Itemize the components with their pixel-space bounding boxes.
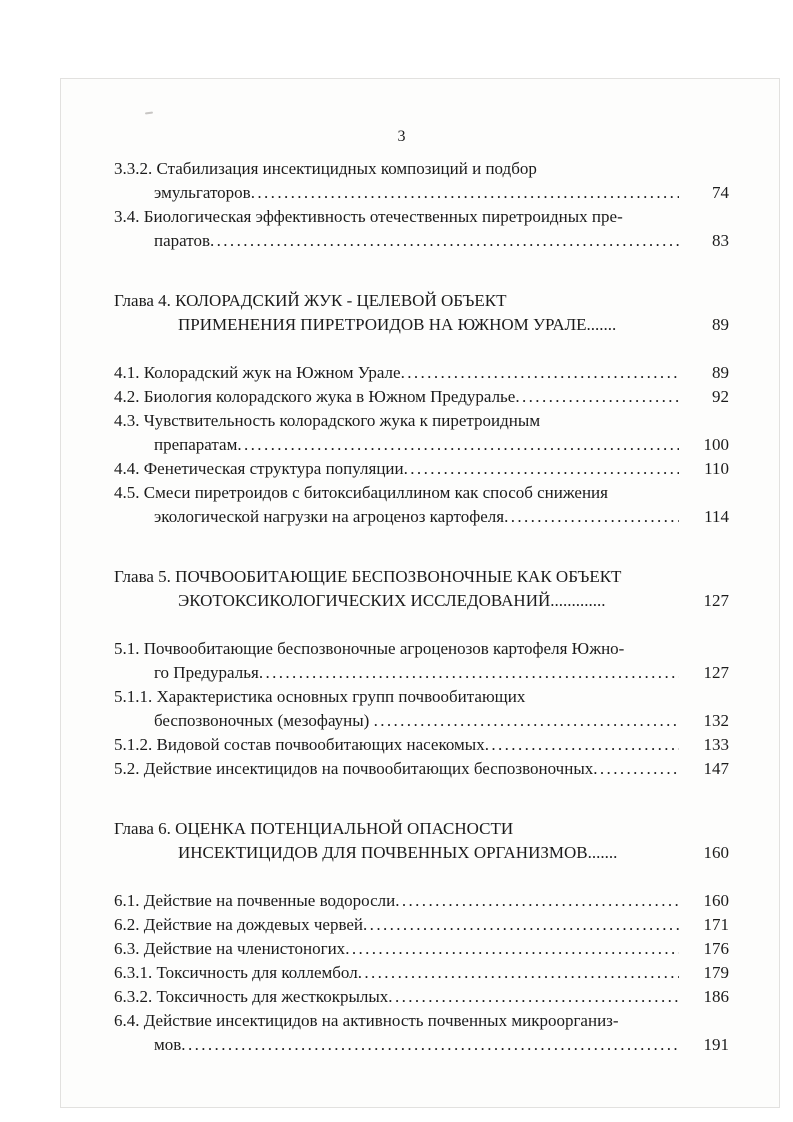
toc-row-text: Глава 4. КОЛОРАДСКИЙ ЖУК - ЦЕЛЕВОЙ ОБЪЕКТ <box>114 291 507 310</box>
toc-row <box>114 961 729 985</box>
toc-row <box>114 289 729 313</box>
toc-row <box>114 889 729 913</box>
dot-leader <box>181 1033 679 1057</box>
toc-page-number: 160 <box>703 891 729 910</box>
toc-row <box>114 733 729 757</box>
toc-page-number: 100 <box>703 435 729 454</box>
toc-row <box>114 709 729 733</box>
toc-page-number: 132 <box>703 711 729 730</box>
toc-row-text: го Предуралья <box>154 663 259 682</box>
toc-row-text: ЭКОТОКСИКОЛОГИЧЕСКИХ ИССЛЕДОВАНИЙ............. <box>178 591 606 610</box>
toc-row-text: 6.2. Действие на дождевых червей <box>114 915 364 934</box>
toc-row <box>114 385 729 409</box>
toc-row-text: беспозвоночных (мезофауны) <box>154 711 374 730</box>
toc-row <box>114 913 729 937</box>
dot-leader <box>395 889 679 913</box>
toc-row-text: 5.1. Почвообитающие беспозвоночные агроценозов картофеля Южно- <box>114 639 625 658</box>
toc-row-text: 3.3.2. Стабилизация инсектицидных композиций и подбор <box>114 159 537 178</box>
toc-row-text: 6.1. Действие на почвенные водоросли <box>114 891 396 910</box>
toc-row-text: ПРИМЕНЕНИЯ ПИРЕТРОИДОВ НА ЮЖНОМ УРАЛЕ....... <box>178 315 617 334</box>
dot-leader <box>388 985 679 1009</box>
toc-row <box>114 361 729 385</box>
toc-page-number: 89 <box>712 315 729 334</box>
toc-row <box>114 181 729 205</box>
toc-row-text: Глава 6. ОЦЕНКА ПОТЕНЦИАЛЬНОЙ ОПАСНОСТИ <box>114 819 514 838</box>
toc-row-text: 4.3. Чувствительность колорадского жука к пиретроидным <box>114 411 541 430</box>
scanned-page <box>60 78 780 1108</box>
toc-page-number: 83 <box>712 231 729 250</box>
toc-row <box>114 457 729 481</box>
toc-row-text: мов <box>154 1035 182 1054</box>
toc-row <box>114 637 729 661</box>
toc-row <box>114 157 729 181</box>
toc-page-number: 89 <box>712 363 729 382</box>
toc-row-text: 5.2. Действие инсектицидов на почвообитающих беспозвоночных <box>114 759 594 778</box>
toc-row <box>114 589 729 613</box>
toc-row <box>114 565 729 589</box>
toc-row <box>114 817 729 841</box>
toc-row <box>114 229 729 253</box>
toc-row <box>114 505 729 529</box>
toc-page-number: 160 <box>703 843 729 862</box>
toc-page-number: 74 <box>712 183 729 202</box>
toc-row-text: препаратам <box>154 435 238 454</box>
toc-page-number: 127 <box>703 591 729 610</box>
toc-row-text: 4.1. Колорадский жук на Южном Урале <box>114 363 401 382</box>
dot-leader <box>404 457 679 481</box>
toc-page-number: 110 <box>704 459 729 478</box>
toc-row <box>114 409 729 433</box>
dot-leader <box>401 361 679 385</box>
dot-leader <box>363 913 679 937</box>
toc-page-number: 92 <box>712 387 729 406</box>
dot-leader <box>515 385 679 409</box>
toc-row-text: 6.3.2. Токсичность для жесткокрылых <box>114 987 389 1006</box>
dot-leader <box>251 181 679 205</box>
toc-row-text: 5.1.1. Характеристика основных групп почвообитающих <box>114 687 526 706</box>
toc-row <box>114 985 729 1009</box>
dot-leader <box>504 505 679 529</box>
table-of-contents <box>114 157 729 1057</box>
toc-page-number: 179 <box>703 963 729 982</box>
toc-row <box>114 1033 729 1057</box>
toc-row-text: 6.3.1. Токсичность для коллембол <box>114 963 358 982</box>
toc-row <box>114 205 729 229</box>
toc-row-text: паратов <box>154 231 210 250</box>
dot-leader <box>358 961 679 985</box>
dot-leader <box>345 937 679 961</box>
toc-row <box>114 313 729 337</box>
dot-leader <box>237 433 679 457</box>
dot-leader <box>374 709 679 733</box>
toc-row-text: 5.1.2. Видовой состав почвообитающих насекомых <box>114 735 485 754</box>
toc-page-number: 147 <box>703 759 729 778</box>
toc-row <box>114 685 729 709</box>
dot-leader <box>259 661 679 685</box>
toc-row-text: Глава 5. ПОЧВООБИТАЮЩИЕ БЕСПОЗВОНОЧНЫЕ КАК ОБЪЕКТ <box>114 567 622 586</box>
page-number: 3 <box>397 128 406 145</box>
toc-page-number: 171 <box>703 915 729 934</box>
toc-row-text: 6.4. Действие инсектицидов на активность почвенных микроорганиз- <box>114 1011 619 1030</box>
toc-row <box>114 481 729 505</box>
toc-row-text: экологической нагрузки на агроценоз картофеля <box>154 507 505 526</box>
toc-page-number: 186 <box>703 987 729 1006</box>
toc-row <box>114 433 729 457</box>
toc-page-number: 127 <box>703 663 729 682</box>
toc-page-number: 114 <box>704 507 729 526</box>
toc-page-number: 133 <box>703 735 729 754</box>
toc-page-number: 176 <box>703 939 729 958</box>
scan-artifact <box>145 111 153 114</box>
toc-row-text: эмульгаторов <box>154 183 251 202</box>
toc-page-number: 191 <box>703 1035 729 1054</box>
dot-leader <box>210 229 679 253</box>
toc-row-text: ИНСЕКТИЦИДОВ ДЛЯ ПОЧВЕННЫХ ОРГАНИЗМОВ....... <box>178 843 618 862</box>
toc-row <box>114 937 729 961</box>
toc-row-text: 3.4. Биологическая эффективность отечественных пиретроидных пре- <box>114 207 623 226</box>
toc-row-text: 4.2. Биология колорадского жука в Южном Предуралье <box>114 387 516 406</box>
toc-row-text: 4.4. Фенетическая структура популяции <box>114 459 404 478</box>
dot-leader <box>485 733 679 757</box>
toc-row <box>114 1009 729 1033</box>
dot-leader <box>593 757 679 781</box>
toc-row <box>114 841 729 865</box>
toc-row <box>114 661 729 685</box>
toc-row <box>114 757 729 781</box>
toc-row-text: 6.3. Действие на членистоногих <box>114 939 346 958</box>
toc-row-text: 4.5. Смеси пиретроидов с битоксибациллином как способ снижения <box>114 483 608 502</box>
